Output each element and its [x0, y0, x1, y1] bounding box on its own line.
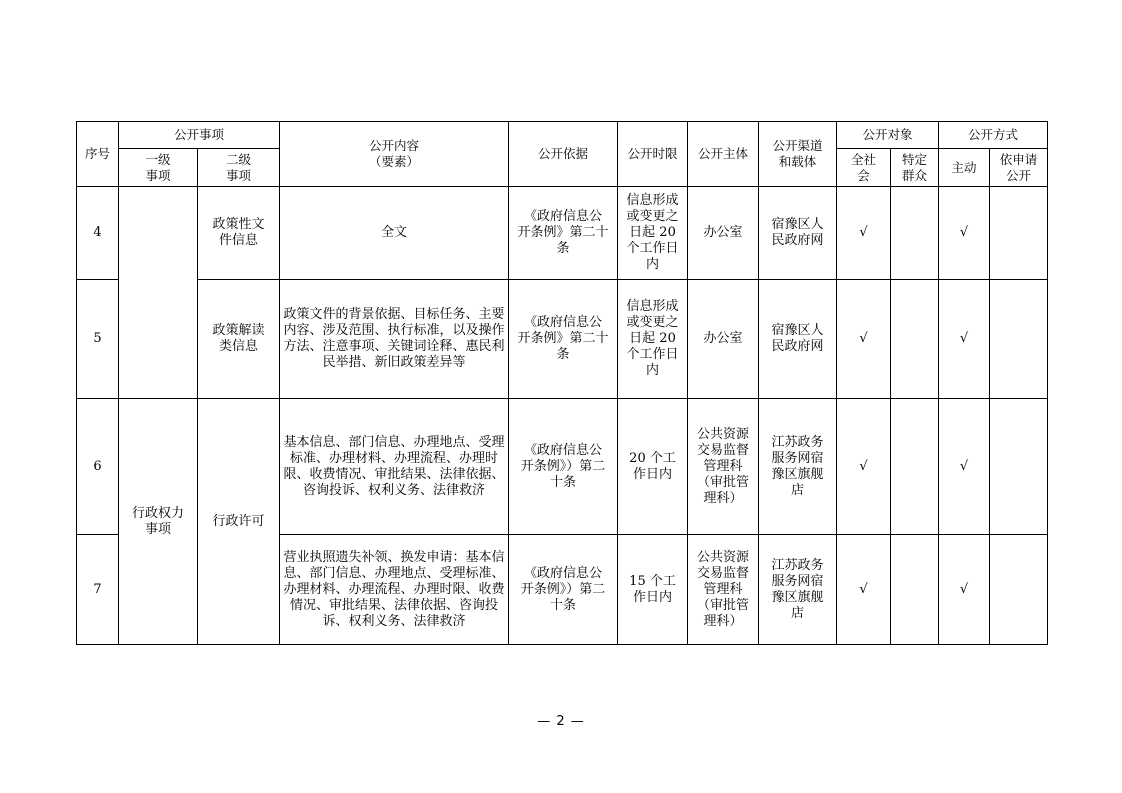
check-mark-all-society: √: [837, 535, 891, 645]
header-specific: 特定 群众: [891, 149, 939, 187]
row-channel: 宿豫区人 民政府网: [759, 280, 837, 399]
header-audience: 公开对象: [837, 122, 939, 149]
header-content: 公开内容 （要素）: [280, 122, 509, 187]
row-seq: 5: [77, 280, 119, 399]
row-content: 营业执照遗失补领、换发申请：基本信息、部门信息、办理地点、受理标准、办理材料、办理流程、办理时限、收费情况、审批结果、法律依据、咨询投诉、权利义务、法律救济: [280, 535, 509, 645]
row-seq: 4: [77, 187, 119, 280]
header-subject: 公开主体: [688, 122, 759, 187]
table-row: [77, 280, 1048, 399]
disclosure-table: [76, 121, 1048, 645]
check-mark-specific: [891, 535, 939, 645]
header-seq: 序号: [77, 122, 119, 187]
row-time-limit: 20 个工 作日内: [618, 399, 688, 535]
row-channel: 江苏政务 服务网宿 豫区旗舰 店: [759, 399, 837, 535]
row-time-limit: 信息形成 或变更之 日起 20 个工作日 内: [618, 280, 688, 399]
header-channel: 公开渠道 和载体: [759, 122, 837, 187]
table-row: [77, 399, 1048, 535]
row-subject: 办公室: [688, 280, 759, 399]
check-mark-all-society: √: [837, 187, 891, 280]
check-mark-on-request: [990, 535, 1048, 645]
header-method: 公开方式: [939, 122, 1048, 149]
check-mark-active: √: [939, 399, 990, 535]
row-subject: 公共资源 交易监督 管理科 （审批管 理科）: [688, 535, 759, 645]
row-level2: 行政许可: [198, 399, 280, 645]
row-basis: 《政府信息公 开条例》）第二 十条: [509, 399, 618, 535]
row-time-limit: 信息形成 或变更之 日起 20 个工作日 内: [618, 187, 688, 280]
page-number: — 2 —: [537, 714, 585, 729]
check-mark-specific: [891, 280, 939, 399]
row-basis: 《政府信息公 开条例》第二十 条: [509, 280, 618, 399]
row-basis: 《政府信息公 开条例》）第二 十条: [509, 535, 618, 645]
row-subject: 公共资源 交易监督 管理科 （审批管 理科）: [688, 399, 759, 535]
row-content: 政策文件的背景依据、目标任务、主要内容、涉及范围、执行标准，以及操作方法、注意事项、关键词诠释、惠民利民举措、新旧政策差异等: [280, 280, 509, 399]
row-channel: 宿豫区人 民政府网: [759, 187, 837, 280]
table-row: [77, 187, 1048, 280]
header-active: 主动: [939, 149, 990, 187]
header-level2: 二级 事项: [198, 149, 280, 187]
check-mark-all-society: √: [837, 399, 891, 535]
header-basis: 公开依据: [509, 122, 618, 187]
row-level2: 政策性文 件信息: [198, 187, 280, 280]
row-content: 全文: [280, 187, 509, 280]
header-all-society: 全社 会: [837, 149, 891, 187]
check-mark-active: √: [939, 280, 990, 399]
row-level1-empty: [119, 187, 198, 399]
row-level2: 政策解读 类信息: [198, 280, 280, 399]
check-mark-on-request: [990, 187, 1048, 280]
header-on-request: 依申请 公开: [990, 149, 1048, 187]
row-seq: 7: [77, 535, 119, 645]
row-channel: 江苏政务 服务网宿 豫区旗舰 店: [759, 535, 837, 645]
row-content: 基本信息、部门信息、办理地点、受理标准、办理材料、办理流程、办理时限、收费情况、审批结果、法律依据、咨询投诉、权利义务、法律救济: [280, 399, 509, 535]
check-mark-all-society: √: [837, 280, 891, 399]
check-mark-on-request: [990, 399, 1048, 535]
row-basis: 《政府信息公 开条例》第二十 条: [509, 187, 618, 280]
check-mark-on-request: [990, 280, 1048, 399]
check-mark-specific: [891, 399, 939, 535]
row-time-limit: 15 个工 作日内: [618, 535, 688, 645]
header-time-limit: 公开时限: [618, 122, 688, 187]
header-row-1: [77, 122, 1048, 149]
header-level1: 一级 事项: [119, 149, 198, 187]
row-seq: 6: [77, 399, 119, 535]
check-mark-active: √: [939, 535, 990, 645]
row-level1: 行政权力 事项: [119, 399, 198, 645]
header-items: 公开事项: [119, 122, 280, 149]
check-mark-specific: [891, 187, 939, 280]
check-mark-active: √: [939, 187, 990, 280]
row-subject: 办公室: [688, 187, 759, 280]
